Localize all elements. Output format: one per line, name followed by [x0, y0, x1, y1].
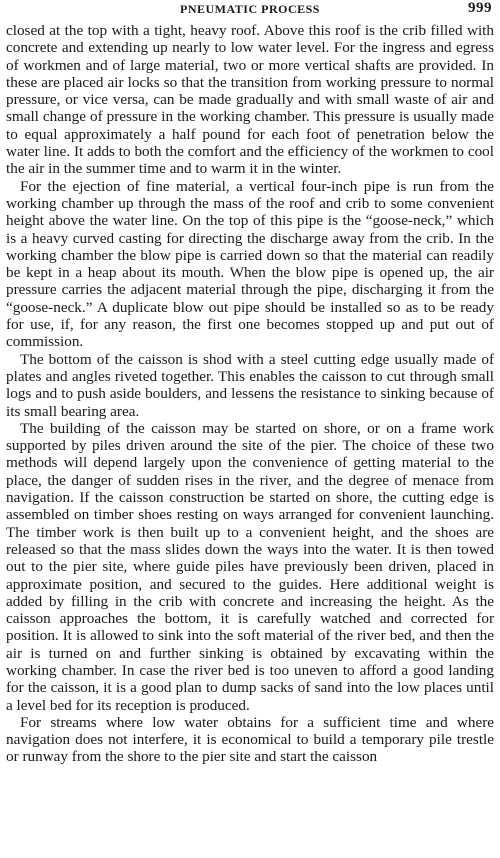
- body-text: [6, 22, 494, 766]
- paragraph-roof-and-shafts: closed at the top with a tight, heavy roof. Above this roof is the crib filled with concrete and extending up nearly to low water level. For the ingress and egress of workmen and of large material, two or more vertical shafts are provided. In these are placed air locks so that the transition from working pressure to normal pressure, or vice versa, can be made gradually and with small waste of air and small change of pressure in the working chamber. This pressure is usually made to equal approximately a half pound for each foot of penetration below the water line. It adds to both the comfort and the efficiency of the workmen to cool the air in the summer time and to warm it in the winter.: [6, 22, 494, 178]
- paragraph-blow-pipe: For the ejection of fine material, a vertical four-inch pipe is run from the working chamber up through the mass of the roof and crib to some convenient height above the water line. On the top of this pipe is the “goose-neck,” which is a heavy curved casting for directing the discharge away from the crib. In the working chamber the blow pipe is carried down so that the material can readily be kept in a heap about its mouth. When the blow pipe is opened up, the air pressure carries the adjacent material through the pipe, discharging it from the “goose-neck.” A duplicate blow out pipe should be installed so as to be ready for use, if, for any reason, the first one becomes stopped up and put out of commission.: [6, 177, 494, 351]
- page-number: 999: [468, 0, 492, 16]
- paragraph-pile-trestle: For streams where low water obtains for a sufficient time and where navigation does not interfere, it is economical to build a temporary pile trestle or runway from the shore to the pier site and start the caisson: [6, 713, 494, 766]
- paragraph-building-caisson: The building of the caisson may be started on shore, or on a frame work supported by piles driven around the site of the pier. The choice of these two methods will depend largely upon the convenience of getting material to the place, the danger of sudden rises in the river, and the degree of menace from navigation. If the caisson construction be started on shore, the cutting edge is assembled on timber shoes resting on ways arranged for convenient launching. The timber work is then built up to a convenient height, and the shoes are released so that the mass slides down the ways into the water. It is then towed out to the pier site, where guide piles have previously been driven, placed in approximate position, and secured to the guides. Here additional weight is added by filling in the crib with concrete and increasing the height. As the caisson approaches the bottom, it is carefully watched and corrected for position. It is allowed to sink into the soft material of the river bed, and then the air is turned on and further sinking is obtained by excavating within the working chamber. In case the river bed is too uneven to afford a good landing for the caisson, it is a good plan to dump sacks of sand into the low places until a level bed for its reception is produced.: [6, 419, 494, 714]
- book-page: [6, 0, 494, 858]
- running-head-title: PNEUMATIC PROCESS: [180, 2, 320, 16]
- paragraph-cutting-edge: The bottom of the caisson is shod with a steel cutting edge usually made of plates and angles riveted together. This enables the caisson to cut through small logs and to push aside boulders, and lessens the resistance to sinking because of its small bearing area.: [6, 350, 494, 420]
- running-head: [6, 0, 494, 22]
